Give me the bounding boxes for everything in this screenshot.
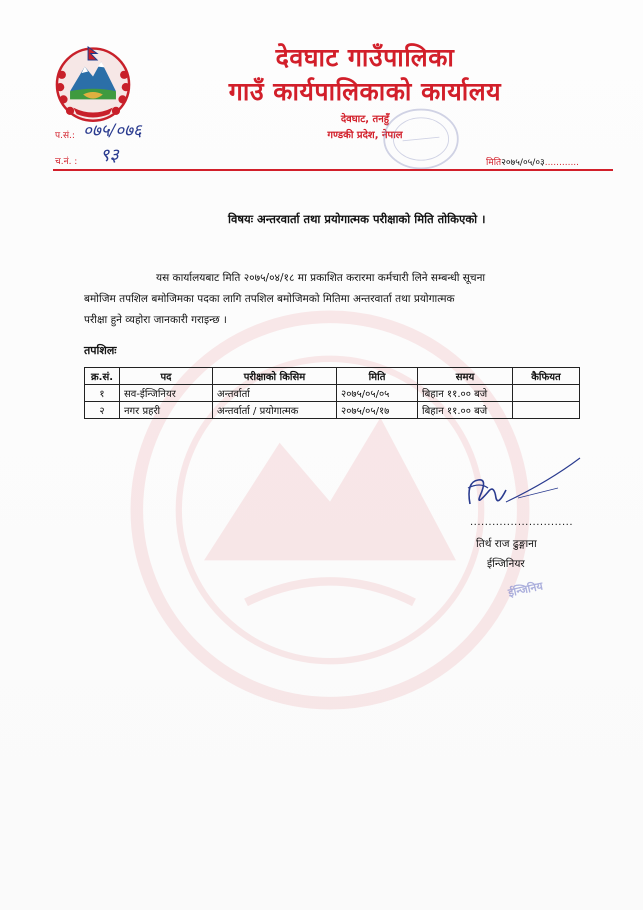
signature-line: ............................	[470, 517, 574, 528]
table-cell: सव-ईन्जिनियर	[120, 385, 213, 402]
letterhead-title: देवघाट गाउँपालिका	[275, 43, 455, 72]
letterhead-divider	[53, 169, 613, 171]
designation-stamp: ईन्जिनिय	[507, 579, 544, 600]
table-cell: नगर प्रहरी	[120, 402, 213, 419]
column-header: मिति	[337, 368, 418, 385]
letter-date: मिति२०७५/०५/०३............	[486, 158, 580, 168]
column-header: पद	[120, 368, 213, 385]
body-line: बमोजिम तपशिल बमोजिमका पदका लागि तपशिल बमोजिमको मितिमा अन्तरवार्ता तथा प्रयोगात्मक	[84, 293, 455, 305]
dispatch-number-label: च.नं. :	[55, 157, 78, 167]
column-header: परीक्षाको किसिम	[213, 368, 337, 385]
table-header-row	[85, 368, 580, 385]
exam-schedule-table	[84, 367, 580, 419]
handwritten-signature	[458, 452, 588, 522]
office-seal-stamp	[375, 100, 467, 178]
table-cell: अन्तर्वार्ता	[213, 385, 337, 402]
table-cell	[513, 385, 580, 402]
table-cell: बिहान ११.०० बजे	[418, 402, 513, 419]
table-row	[85, 402, 580, 419]
body-line: यस कार्यालयबाट मिति २०७५/०४/१८ मा प्रकाशित करारमा कर्मचारी लिने सम्बन्धी सूचना	[156, 272, 486, 284]
letter-body	[84, 268, 584, 331]
column-header: क्र.सं.	[85, 368, 120, 385]
ref-number-label: प.सं.:	[55, 131, 75, 141]
letterhead-subtitle: गाउँ कार्यपालिकाको कार्यालय	[228, 77, 502, 106]
letterhead-address-line1: देवघाट, तनहुँ	[340, 114, 390, 125]
letterhead-address-line2: गण्डकी प्रदेश, नेपाल	[327, 130, 403, 141]
signatory-name: तिर्थ राज ढुङ्गाना	[476, 538, 537, 550]
table-row	[85, 385, 580, 402]
ref-number-value: ०७५/०७६	[83, 121, 142, 141]
table-cell: बिहान ११.०० बजे	[418, 385, 513, 402]
letter-subject: विषयः अन्तरवार्ता तथा प्रयोगात्मक परीक्षाको मिति तोकिएको ।	[228, 212, 486, 226]
table-cell: अन्तर्वार्ता / प्रयोगात्मक	[213, 402, 337, 419]
table-cell	[513, 402, 580, 419]
column-header: कैफियत	[513, 368, 580, 385]
schedule-heading: तपशिलः	[84, 344, 117, 357]
table-cell: १	[85, 385, 120, 402]
dispatch-number-value: ९३	[100, 145, 119, 166]
signatory-title: ईन्जिनियर	[487, 558, 525, 570]
column-header: समय	[418, 368, 513, 385]
nepal-emblem-logo	[52, 42, 134, 124]
table-cell: २०७५/०५/०५	[337, 385, 418, 402]
date-label: मिति	[486, 158, 502, 168]
body-line: परीक्षा हुने व्यहोरा जानकारी गराइन्छ ।	[84, 314, 227, 326]
table-cell: २	[85, 402, 120, 419]
date-value: २०७५/०५/०३	[501, 158, 545, 168]
table-cell: २०७५/०५/१७	[337, 402, 418, 419]
